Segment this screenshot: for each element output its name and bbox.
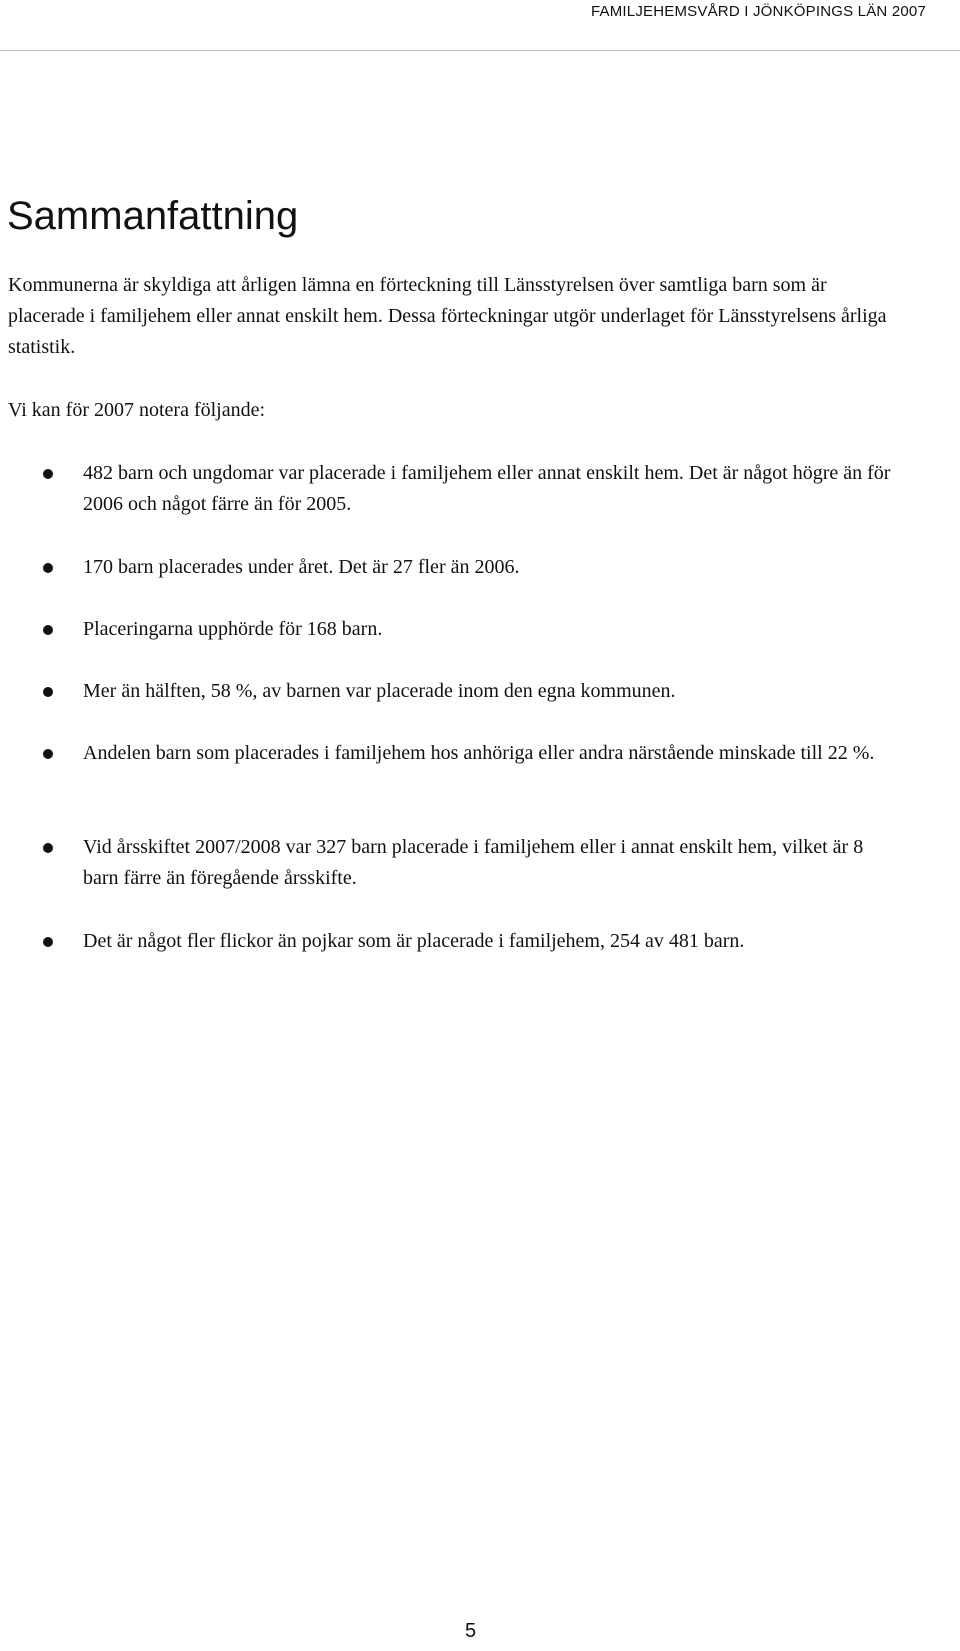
lead-sentence: Vi kan för 2007 notera följande: [8, 399, 266, 421]
bullet-icon [43, 749, 53, 759]
bullet-icon [43, 937, 53, 947]
list-item-text: Vid årsskiftet 2007/2008 var 327 barn placerade i familjehem eller i annat enskilt hem, vilket är 8 barn färre än föregående årsskifte. [83, 836, 864, 889]
bullet-icon [43, 625, 53, 635]
running-header: FAMILJEHEMSVÅRD I JÖNKÖPINGS LÄN 2007 [591, 3, 926, 20]
page-title: Sammanfattning [7, 194, 299, 238]
bullet-icon [43, 687, 53, 697]
list-item-text: Andelen barn som placerades i familjehem hos anhöriga eller andra närstående minskade till 22 %. [83, 742, 875, 764]
list-item-text: Mer än hälften, 58 %, av barnen var placerade inom den egna kommunen. [83, 680, 676, 702]
list-item-text: 170 barn placerades under året. Det är 27 fler än 2006. [83, 556, 520, 578]
bullet-icon [43, 843, 53, 853]
list-item-text: Det är något fler flickor än pojkar som är placerade i familjehem, 254 av 481 barn. [83, 930, 745, 952]
page-number: 5 [465, 1620, 477, 1642]
bullet-icon [43, 563, 53, 573]
intro-paragraph: Kommunerna är skyldiga att årligen lämna en förteckning till Länsstyrelsen över samtliga barn som är placerade i familjehem eller annat enskilt hem. Dessa förteckningar utgör underlaget för Länsstyrelsens årliga statistik. [8, 274, 887, 358]
bullet-icon [43, 469, 53, 479]
list-item-text: Placeringarna upphörde för 168 barn. [83, 618, 383, 640]
list-item-text: 482 barn och ungdomar var placerade i familjehem eller annat enskilt hem. Det är något högre än för 2006 och något färre än för 2005. [83, 462, 891, 515]
header-divider [0, 50, 960, 51]
